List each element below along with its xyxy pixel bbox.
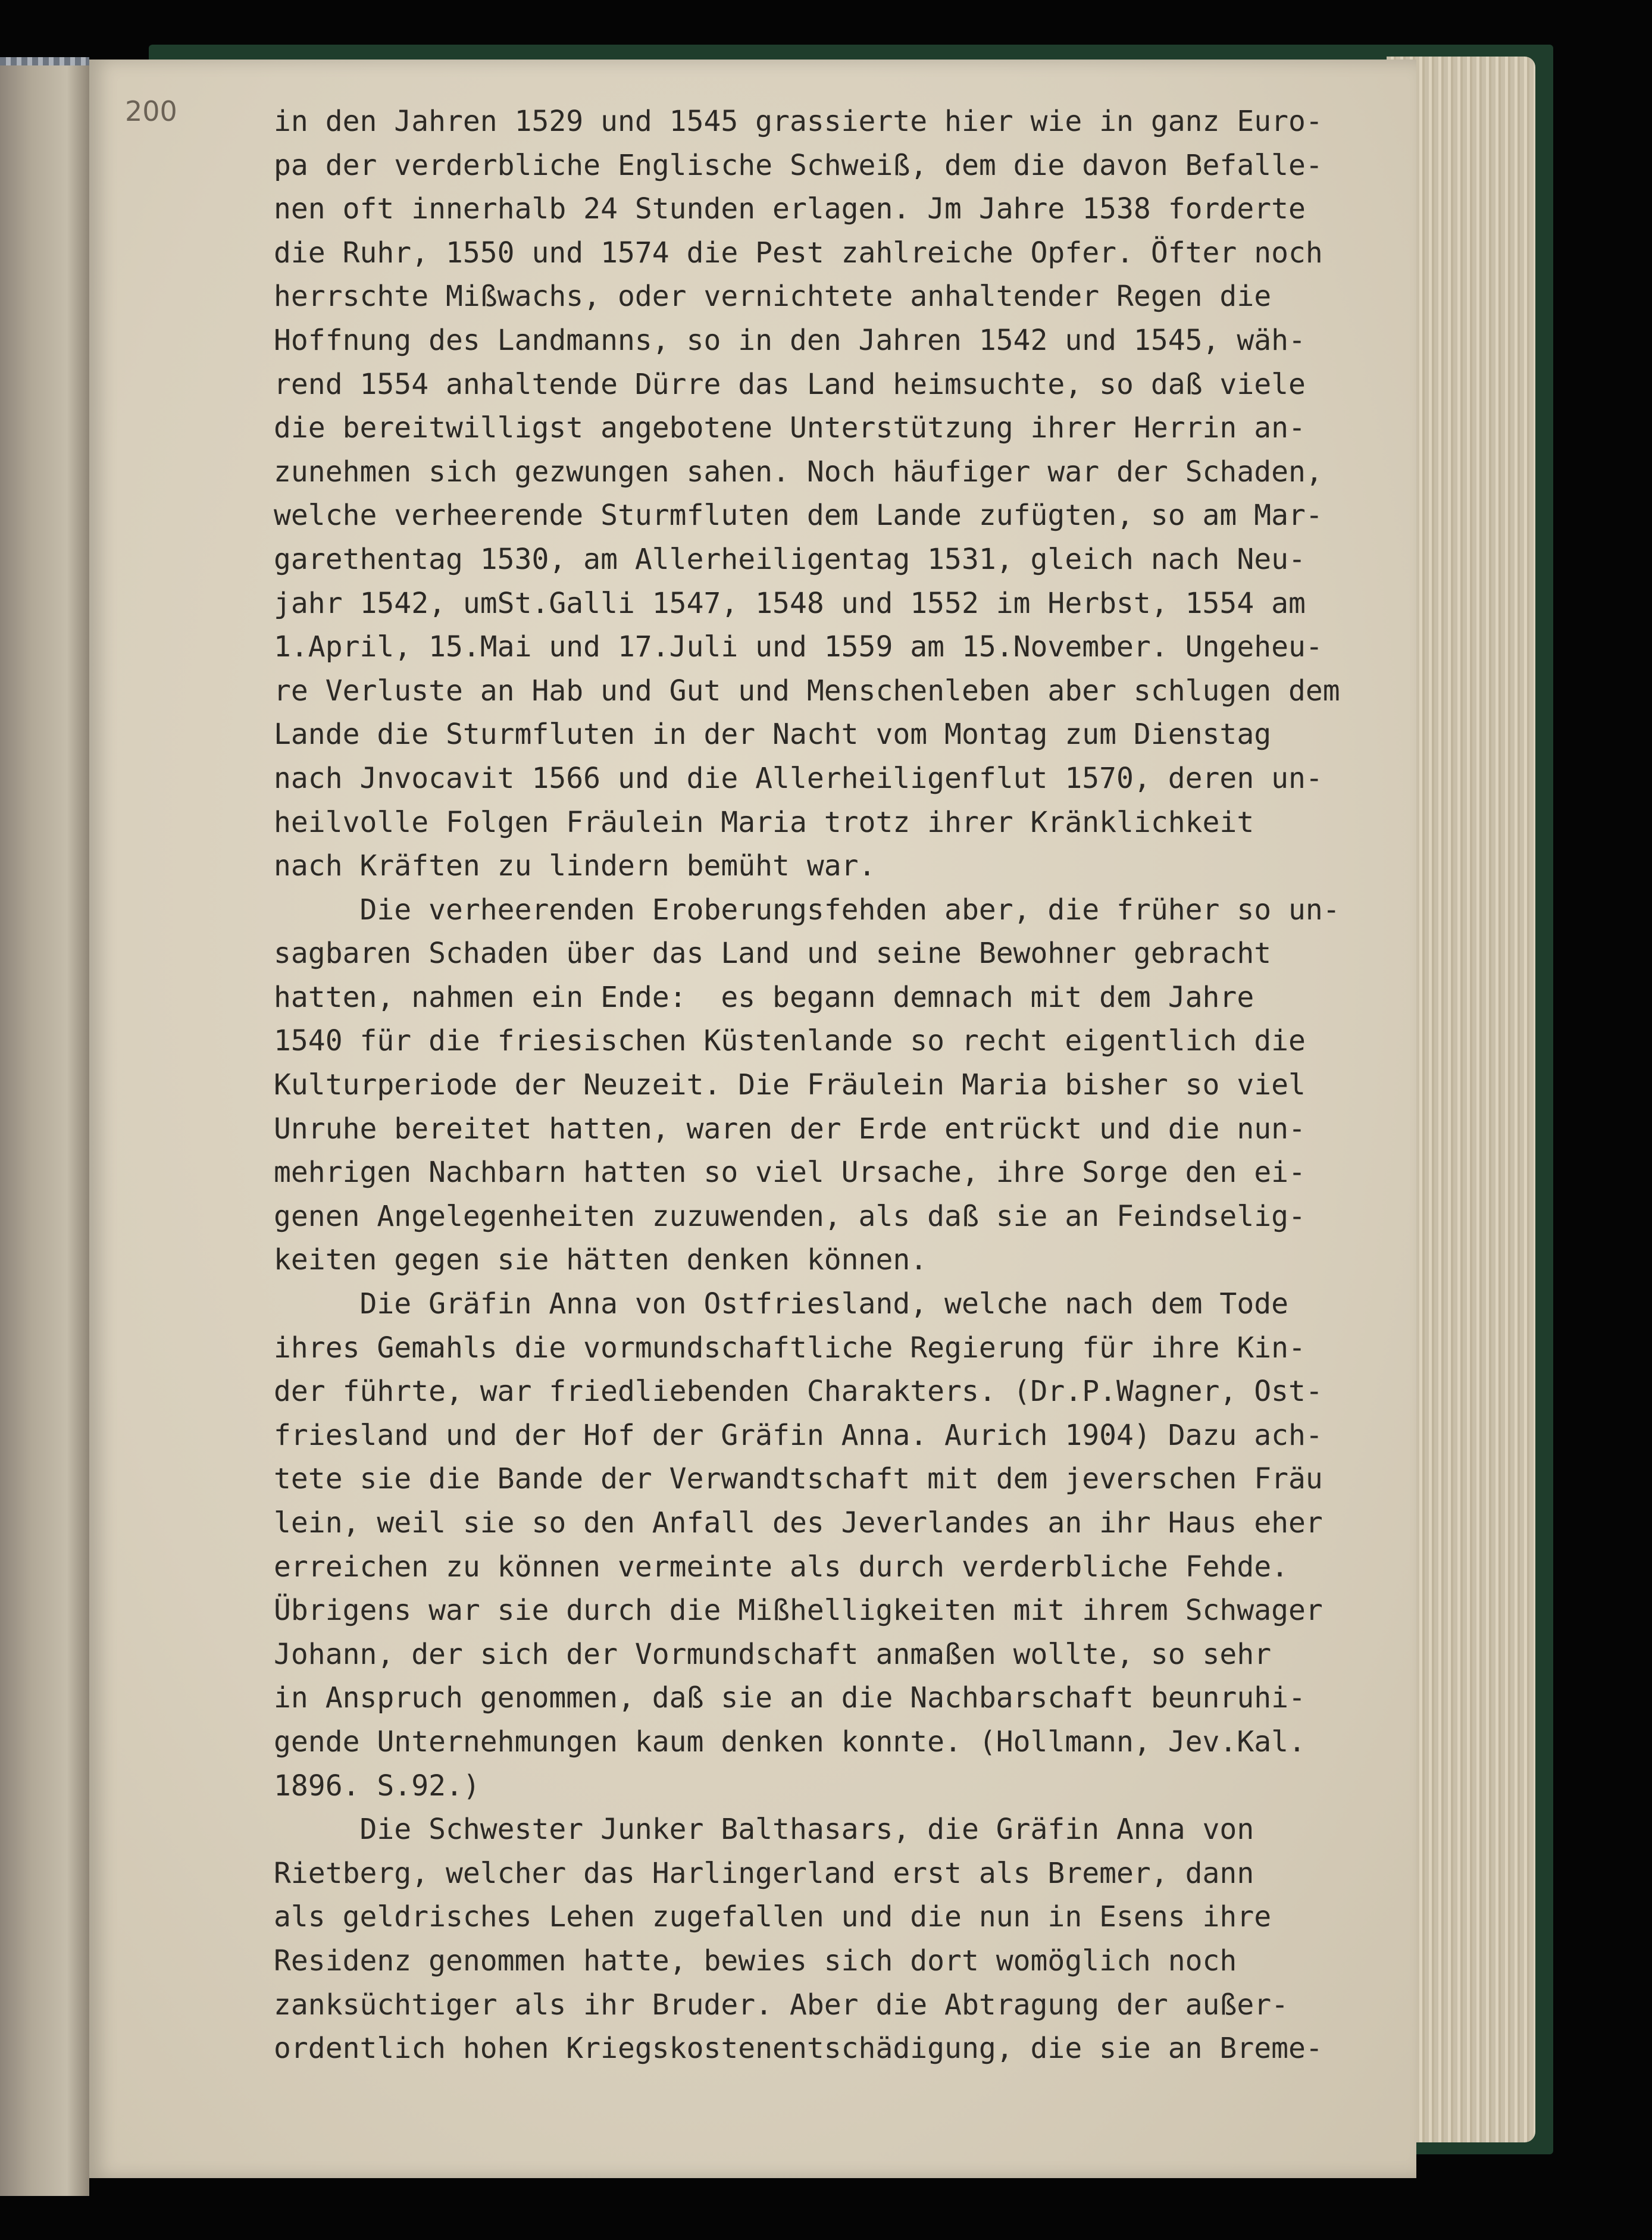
text-line: ordentlich hohen Kriegskostenentschädigung, die sie an Breme- bbox=[274, 2032, 1323, 2066]
text-line: garethentag 1530, am Allerheiligentag 1531, gleich nach Neu- bbox=[274, 542, 1306, 576]
text-line: der führte, war friedliebenden Charakters. (Dr.P.Wagner, Ost- bbox=[274, 1375, 1323, 1409]
text-line: Die Gräfin Anna von Ostfriesland, welche nach dem Tode bbox=[274, 1287, 1289, 1321]
text-line: friesland und der Hof der Gräfin Anna. Aurich 1904) Dazu ach- bbox=[274, 1418, 1323, 1452]
text-line: in Anspruch genommen, daß sie an die Nachbarschaft beunruhi- bbox=[274, 1681, 1306, 1715]
text-line: Residenz genommen hatte, bewies sich dort womöglich noch bbox=[274, 1944, 1237, 1978]
text-line: Unruhe bereitet hatten, waren der Erde entrückt und die nun- bbox=[274, 1112, 1306, 1146]
text-line: Die Schwester Junker Balthasars, die Gräfin Anna von bbox=[274, 1813, 1254, 1847]
text-line: Rietberg, welcher das Harlingerland erst als Bremer, dann bbox=[274, 1856, 1254, 1890]
text-line: sagbaren Schaden über das Land und seine Bewohner gebracht bbox=[274, 937, 1272, 971]
text-line: herrschte Mißwachs, oder vernichtete anhaltender Regen die bbox=[274, 280, 1272, 314]
previous-page-edge bbox=[0, 60, 89, 2196]
text-line: als geldrisches Lehen zugefallen und die nun in Esens ihre bbox=[274, 1900, 1272, 1934]
text-line: re Verluste an Hab und Gut und Menschenleben aber schlugen dem bbox=[274, 674, 1340, 708]
text-line: mehrigen Nachbarn hatten so viel Ursache, ihre Sorge den ei- bbox=[274, 1156, 1306, 1190]
text-line: jahr 1542, umSt.Galli 1547, 1548 und 1552 im Herbst, 1554 am bbox=[274, 586, 1306, 620]
text-line: Die verheerenden Eroberungsfehden aber, die früher so un- bbox=[274, 893, 1340, 927]
text-line: keiten gegen sie hätten denken können. bbox=[274, 1243, 928, 1277]
text-line: rend 1554 anhaltende Dürre das Land heimsuchte, so daß viele bbox=[274, 367, 1306, 401]
text-line: nach Jnvocavit 1566 und die Allerheiligenflut 1570, deren un- bbox=[274, 761, 1323, 795]
text-line: ihres Gemahls die vormundschaftliche Regierung für ihre Kin- bbox=[274, 1331, 1306, 1365]
typewritten-text bbox=[274, 100, 1404, 2071]
text-line: lein, weil sie so den Anfall des Jeverlandes an ihr Haus eher bbox=[274, 1506, 1323, 1540]
page-number: 200 bbox=[125, 95, 177, 127]
text-line: in den Jahren 1529 und 1545 grassierte hier wie in ganz Euro- bbox=[274, 105, 1323, 138]
text-line: Übrigens war sie durch die Mißhelligkeiten mit ihrem Schwager bbox=[274, 1594, 1323, 1628]
text-line: zanksüchtiger als ihr Bruder. Aber die Abtragung der außer- bbox=[274, 1988, 1289, 2022]
text-line: Johann, der sich der Vormundschaft anmaßen wollte, so sehr bbox=[274, 1637, 1272, 1671]
text-line: nach Kräften zu lindern bemüht war. bbox=[274, 849, 876, 883]
text-line: nen oft innerhalb 24 Stunden erlagen. Jm Jahre 1538 forderte bbox=[274, 192, 1306, 226]
text-line: tete sie die Bande der Verwandtschaft mit dem jeverschen Fräu bbox=[274, 1462, 1323, 1496]
text-line: zunehmen sich gezwungen sahen. Noch häufiger war der Schaden, bbox=[274, 455, 1323, 489]
text-line: pa der verderbliche Englische Schweiß, dem die davon Befalle- bbox=[274, 148, 1323, 182]
text-line: 1540 für die friesischen Küstenlande so recht eigentlich die bbox=[274, 1024, 1306, 1058]
text-line: die bereitwilligst angebotene Unterstützung ihrer Herrin an- bbox=[274, 411, 1306, 445]
text-line: heilvolle Folgen Fräulein Maria trotz ihrer Kränklichkeit bbox=[274, 805, 1254, 839]
text-line: genen Angelegenheiten zuzuwenden, als daß sie an Feindselig- bbox=[274, 1199, 1306, 1233]
text-line: 1896. S.92.) bbox=[274, 1769, 480, 1803]
text-line: erreichen zu können vermeinte als durch verderbliche Fehde. bbox=[274, 1550, 1289, 1584]
text-line: gende Unternehmungen kaum denken konnte. (Hollmann, Jev.Kal. bbox=[274, 1725, 1306, 1759]
text-line: hatten, nahmen ein Ende: es begann demnach mit dem Jahre bbox=[274, 980, 1254, 1014]
text-line: Lande die Sturmfluten in der Nacht vom Montag zum Dienstag bbox=[274, 718, 1272, 752]
text-line: die Ruhr, 1550 und 1574 die Pest zahlreiche Opfer. Öfter noch bbox=[274, 236, 1323, 270]
text-line: 1.April, 15.Mai und 17.Juli und 1559 am 15.November. Ungeheu- bbox=[274, 630, 1323, 664]
text-line: Hoffnung des Landmanns, so in den Jahren 1542 und 1545, wäh- bbox=[274, 323, 1306, 357]
text-line: Kulturperiode der Neuzeit. Die Fräulein Maria bisher so viel bbox=[274, 1068, 1306, 1102]
book-spine-binding bbox=[0, 57, 89, 65]
text-line: welche verheerende Sturmfluten dem Lande zufügten, so am Mar- bbox=[274, 499, 1323, 533]
